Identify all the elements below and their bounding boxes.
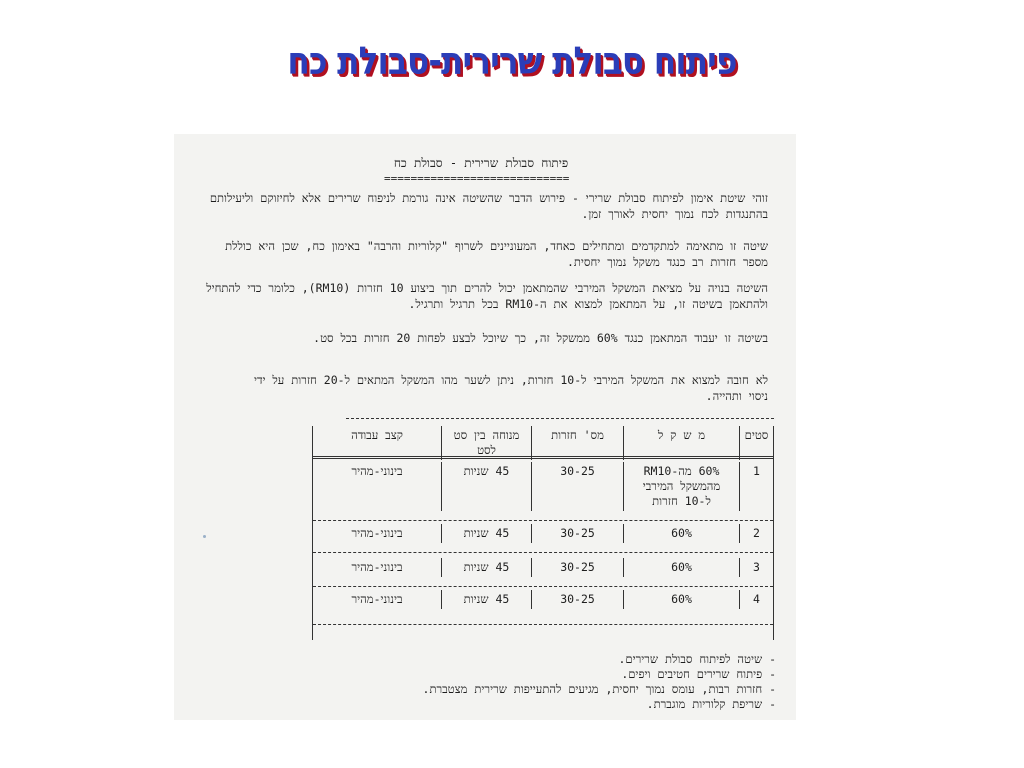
cell-rest: 45 שניות [441,590,531,609]
cell-set: 2 [739,524,773,543]
cell-reps: 30-25 [531,524,623,543]
cell-rest: 45 שניות [441,558,531,577]
paragraph-4: בשיטה זו יעבוד המתאמן כנגד 60% ממשקל זה, כך שיוכל לבצע לפחות 20 חזרות בכל סט. [313,331,768,345]
cell-pace: בינוני-מהיר [351,592,403,606]
scan-speck [203,535,206,538]
table-row [313,590,773,609]
document-title: פיתוח סבולת שרירית - סבולת כח [393,156,569,170]
cell-reps: 30-25 [531,590,623,609]
row-dashed-rule [313,586,773,587]
cell-rest: 45 שניות [441,524,531,543]
paragraph-3: השיטה בנויה על מציאת המשקל המירבי שהמתאמן יכול להרים תוך ביצוע 10 חזרות (RM10), כלומר כדי להתחיל ולהתאמן בשיטה זו, על המתאמן למצוא את ה-RM10 בכל תרגיל ותרגיל. [206,281,768,311]
row-dashed-rule [313,624,773,625]
bullet-list [236,652,776,712]
header-rest: מנוחה בין סט לסט [441,426,531,460]
paragraph-1: זוהי שיטת אימון לפיתוח סבולת שרירי - פירוש הדבר שהשיטה אינה גורמת לניפוח שרירים אלא לחיזוקם וליעילותם בהתנגדות לכח נמוך יחסית לאורך זמן. [209,191,768,221]
document-title-underline: ============================ [384,172,570,185]
cell-weight: 60% [623,590,739,609]
cell-weight: 60% [623,558,739,577]
row-dashed-rule [313,520,773,521]
paragraph-5: לא חובה למצוא את המשקל המירבי ל-10 חזרות, ניתן לשער מהו המשקל המתאים ל-20 חזרות על ידי ניסוי ותהייה. [253,373,768,403]
cell-reps: 30-25 [531,558,623,577]
header-pace: קצב עבודה [351,428,403,442]
table-top-dashed-line [346,418,774,419]
cell-set: 1 [739,462,773,511]
row-dashed-rule [313,552,773,553]
header-sets: סטים [739,426,773,460]
cell-weight: 60% מה-RM10 מהמשקל המירבי ל-10 חזרות [623,462,739,511]
cell-pace: בינוני-מהיר [351,464,403,478]
header-double-rule [313,456,773,459]
cell-weight: 60% [623,524,739,543]
bullet-item: - חזרות רבות, עומס נמוך יחסית, מגיעים להתעייפות שרירית מצטברת. [422,682,776,696]
cell-pace: בינוני-מהיר [351,526,403,540]
table-row [313,558,773,577]
cell-reps: 30-25 [531,462,623,511]
bullet-item: - שיטה לפיתוח סבולת שרירים. [618,652,776,666]
training-table [312,426,774,640]
slide-title: פיתוח סבולת שרירית-סבולת כח [287,39,737,83]
scanned-document [174,134,796,720]
bullet-item: - פיתוח שרירים חטיבים ויפים. [621,667,776,681]
header-weight: מ ש ק ל [623,426,739,460]
paragraph-2: שיטה זו מתאימה למתקדמים ומתחילים כאחד, המעוניינים לשרוף "קלוריות והרבה" באימון כח, שכן היא כוללת מספר חזרות רב כנגד משקל נמוך יחסית. [225,239,768,269]
bullet-item: - שריפת קלוריות מוגברת. [646,697,776,711]
table-row [313,462,773,511]
document-content [174,134,796,720]
header-reps: מס' חזרות [531,426,623,460]
cell-pace: בינוני-מהיר [351,560,403,574]
cell-set: 3 [739,558,773,577]
table-header-row [313,426,773,460]
cell-rest: 45 שניות [441,462,531,511]
table-row [313,524,773,543]
cell-set: 4 [739,590,773,609]
